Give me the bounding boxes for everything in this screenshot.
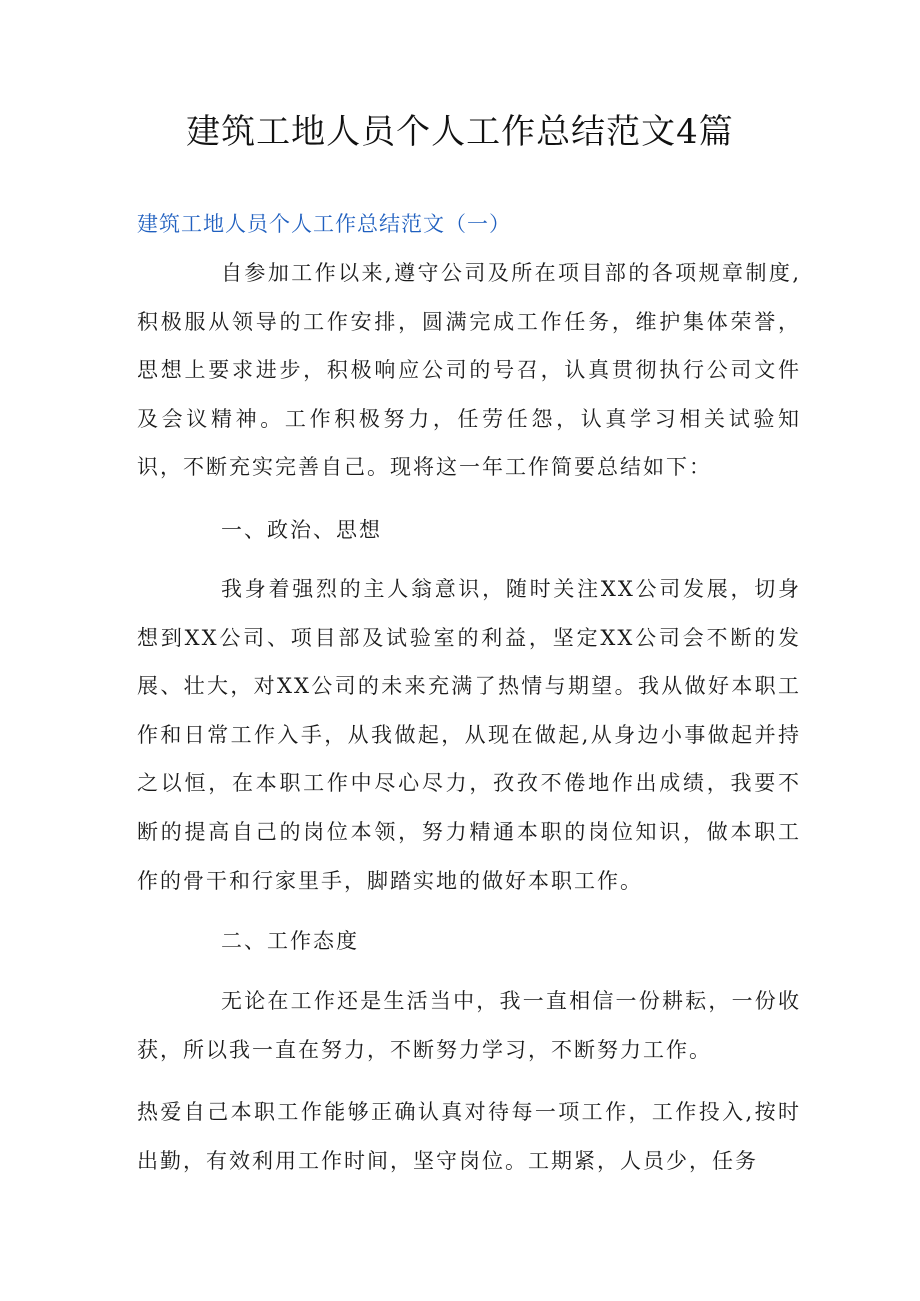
heading-politics-thought: 一、政治、思想 <box>221 518 382 542</box>
heading-work-attitude: 二、工作态度 <box>221 929 359 953</box>
paragraph-work-attitude: 无论在工作还是生活当中，我一直相信一份耕耘，一份收获，所以我一直在努力，不断努力学习，不断努力工作。 <box>137 989 801 1062</box>
paragraph-intro: 自参加工作以来,遵守公司及所在项目部的各项规章制度,积极服从领导的工作安排，圆满完成工作任务，维护集体荣誉，思想上要求进步，积极响应公司的号召，认真贯彻执行公司文件及会议精神。工作积极努力，任劳任怨，认真学习相关试验知识，不断充实完善自己。现将这一年工作简要总结如下： <box>137 261 801 480</box>
section-title: 建筑工地人员个人工作总结范文（一） <box>137 212 511 236</box>
paragraph-dedication: 热爱自己本职工作能够正确认真对待每一项工作，工作投入,按时出勤，有效利用工作时间，坚守岗位。工期紧，人员少，任务 <box>137 1100 801 1173</box>
document-title: 建筑工地人员个人工作总结范文4篇 <box>186 112 734 152</box>
paragraph-politics-thought: 我身着强烈的主人翁意识，随时关注XX公司发展，切身想到XX公司、项目部及试验室的利益，坚定XX公司会不断的发展、壮大，对XX公司的未来充满了热情与期望。我从做好本职工作和日常工作入手，从我做起，从现在做起,从身边小事做起并持之以恒，在本职工作中尽心尽力，孜孜不倦地作出成绩，我要不断的提高自己的岗位本领，努力精通本职的岗位知识，做本职工作的骨干和行家里手，脚踏实地的做好本职工作。 <box>137 577 801 893</box>
